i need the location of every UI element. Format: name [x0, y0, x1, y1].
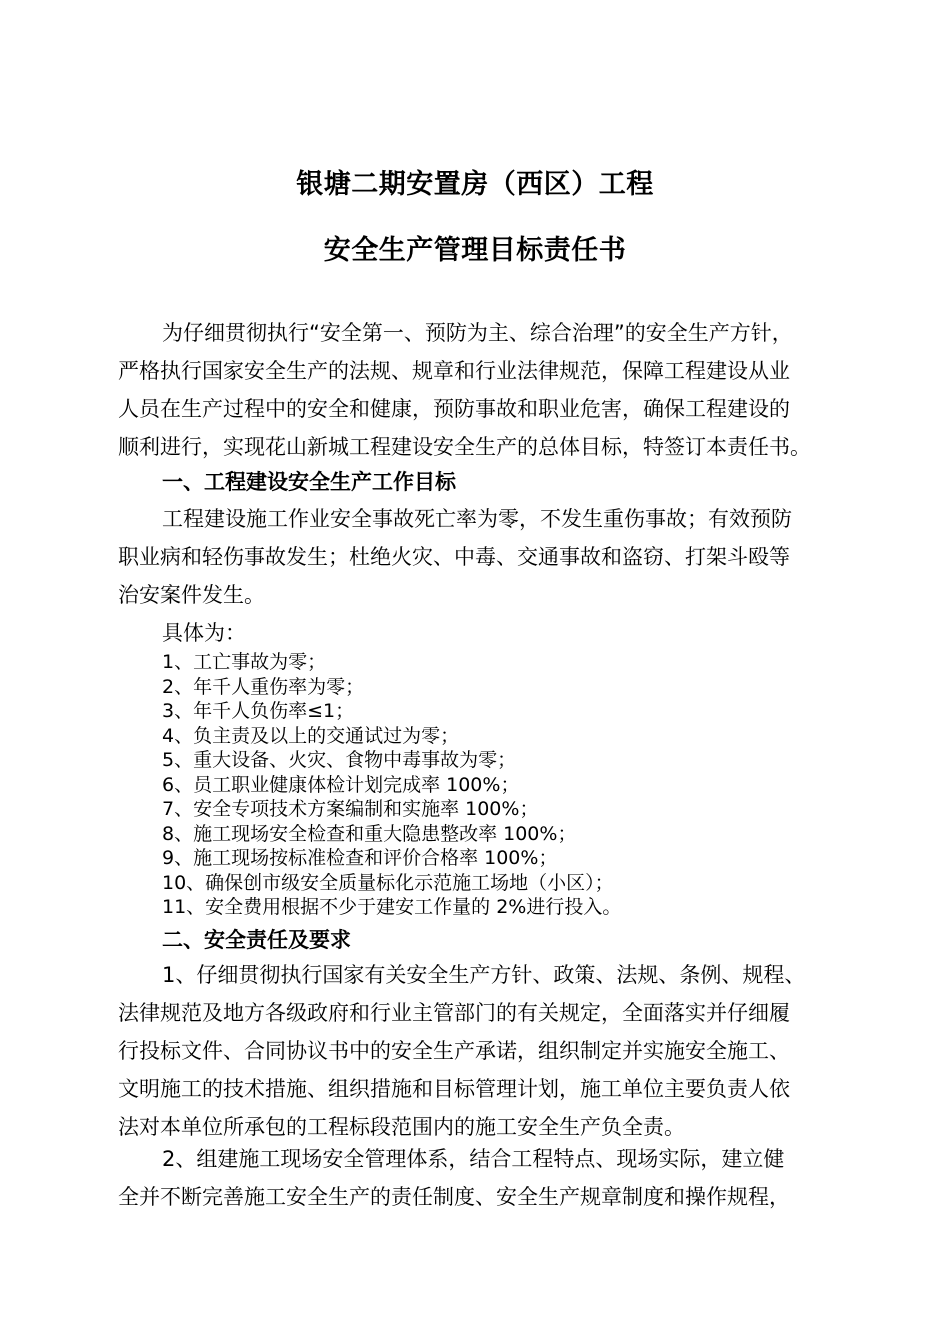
list-item: 8、施工现场安全检查和重大隐患整改率 100%； — [162, 822, 577, 845]
section1-heading: 一、工程建设安全生产工作目标 — [162, 470, 456, 494]
intro-line: 顺利进行，实现花山新城工程建设安全生产的总体目标，特签订本责任书。 — [118, 435, 811, 459]
section2-line: 1、仔细贯彻执行国家有关安全生产方针、政策、法规、条例、规程、 — [162, 963, 806, 987]
intro-line: 严格执行国家安全生产的法规、规章和行业法律规范，保障工程建设从业 — [118, 359, 790, 383]
list-item: 10、确保创市级安全质量标化示范施工场地（小区）； — [162, 871, 614, 894]
list-item: 3、年千人负伤率≤1； — [162, 700, 355, 722]
intro-line: 人员在生产过程中的安全和健康，预防事故和职业危害，确保工程建设的 — [118, 397, 790, 421]
list-item: 7、安全专项技术方案编制和实施率 100%； — [162, 798, 539, 820]
list-item: 9、施工现场按标准检查和评价合格率 100%； — [162, 847, 558, 869]
section2-line: 法律规范及地方各级政府和行业主管部门的有关规定，全面落实并仔细履 — [118, 1001, 790, 1025]
document-title-line2: 安全生产管理目标责任书 — [323, 235, 627, 266]
intro-line: 为仔细贯彻执行“安全第一、预防为主、综合治理”的安全生产方针， — [162, 321, 793, 345]
target-list — [162, 650, 621, 920]
list-item: 2、年千人重伤率为零； — [162, 675, 365, 698]
section1-paragraph — [118, 500, 858, 614]
list-item: 6、员工职业健康体检计划完成率 100%； — [162, 773, 520, 796]
section2-line: 文明施工的技术措施、组织措施和目标管理计划，施工单位主要负责人依 — [118, 1077, 790, 1101]
section1-line: 职业病和轻伤事故发生；杜绝火灾、中毒、交通事故和盗窃、打架斗殴等 — [118, 545, 790, 569]
list-item: 1、工亡事故为零； — [162, 651, 327, 673]
section2-line: 全并不断完善施工安全生产的责任制度、安全生产规章制度和操作规程， — [118, 1185, 790, 1209]
list-item: 11、安全费用根据不少于建安工作量的 2%进行投入。 — [162, 896, 622, 918]
section2-paragraph1 — [118, 956, 858, 1146]
section2-heading: 二、安全责任及要求 — [162, 928, 351, 952]
document-title-line1: 银塘二期安置房（西区）工程 — [296, 169, 654, 200]
section1-line: 治安案件发生。 — [118, 583, 265, 607]
list-item: 4、负主责及以上的交通试过为零； — [162, 724, 460, 747]
specific-label: 具体为： — [162, 621, 246, 645]
section2-line: 行投标文件、合同协议书中的安全生产承诺，组织制定并实施安全施工、 — [118, 1039, 790, 1063]
section2-paragraph2 — [118, 1140, 858, 1216]
specific-label-block — [118, 614, 858, 652]
section2-line: 法对本单位所承包的工程标段范围内的施工安全生产负全责。 — [118, 1115, 685, 1139]
section2-line: 2、组建施工现场安全管理体系，结合工程特点、现场实际，建立健 — [162, 1147, 785, 1171]
list-item: 5、重大设备、火灾、食物中毒事故为零； — [162, 749, 517, 771]
intro-paragraph — [118, 314, 858, 466]
section1-line: 工程建设施工作业安全事故死亡率为零，不发生重伤事故；有效预防 — [162, 507, 792, 531]
